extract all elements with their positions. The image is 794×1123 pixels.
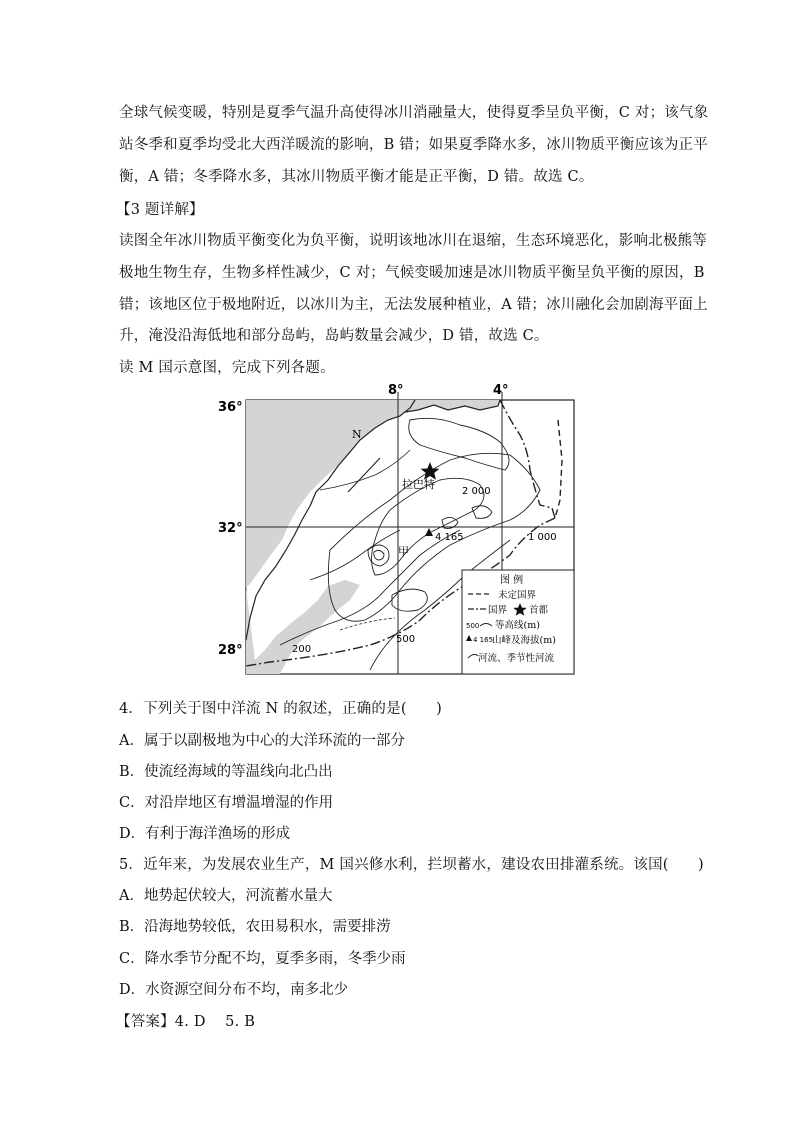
lon-label-4: 4° xyxy=(493,383,509,398)
q4-option-d: D．有利于海洋渔场的形成 xyxy=(119,826,291,842)
paragraph-1-line-1: 全球气候变暖，特别是夏季气温升高使得冰川消融量大，使得夏季呈负平衡，C 对；该气象 xyxy=(119,105,709,121)
q4-option-b: B．使流经海域的等温线向北凸出 xyxy=(119,764,333,780)
paragraph-2-line-2: 极地生物生存，生物多样性减少，C 对；气候变暖加速是冰川物质平衡呈负平衡的原因，B xyxy=(119,265,705,281)
q5-option-b: B．沿海地势较低，农田易积水，需要排涝 xyxy=(119,919,391,935)
paragraph-1-line-3: 衡，A 错；冬季降水多，其冰川物质平衡才能是正平衡，D 错。故选 C。 xyxy=(119,169,594,185)
legend-item-river: 河流、季节性河流 xyxy=(478,653,555,664)
country-map xyxy=(210,380,590,680)
lat-label-28: 28° xyxy=(218,643,243,658)
contour-label-500: 500 xyxy=(396,634,416,645)
current-n-label: N xyxy=(352,428,362,441)
answer-line: 【答案】4. D 5. B xyxy=(116,1014,256,1030)
q5-stem: 5．近年来，为发展农业生产，M 国兴修水利，拦坝蓄水，建设农田排灌系统。该国( ) xyxy=(119,857,704,873)
paragraph-2-line-4: 升，淹没沿海低地和部分岛屿，岛屿数量会减少，D 错，故选 C。 xyxy=(119,328,549,344)
q4-option-c: C．对沿岸地区有增温增湿的作用 xyxy=(119,795,334,811)
legend-item-capital: 首都 xyxy=(529,605,549,616)
paragraph-2-line-3: 错；该地区位于极地附近，以冰川为主，无法发展种植业，A 错；冰川融化会加剧海平面上 xyxy=(119,297,708,313)
legend-item-border: 国界 xyxy=(488,605,508,616)
q3-explanation-header: 【3 题详解】 xyxy=(116,202,204,218)
q5-option-d: D．水资源空间分布不均，南多北少 xyxy=(119,982,349,998)
map-intro: 读 M 国示意图，完成下列各题。 xyxy=(119,360,335,376)
contour-label-1000: 1 000 xyxy=(528,532,557,543)
capital-label: 拉巴特 xyxy=(402,478,435,491)
paragraph-2-line-1: 读图全年冰川物质平衡变化为负平衡，说明该地冰川在退缩，生态环境恶化，影响北极熊等 xyxy=(119,233,707,249)
peak-label: 4 165 xyxy=(435,532,464,543)
legend-item-peak: 山峰及海拔(m) xyxy=(492,635,556,646)
contour-label-200: 200 xyxy=(292,644,312,655)
q5-option-c: C．降水季节分配不均，夏季多雨，冬季少雨 xyxy=(119,951,406,967)
legend-item-contour: 等高线(m) xyxy=(495,620,540,631)
place-label-jia: 甲 xyxy=(398,545,409,558)
contour-label-2000: 2 000 xyxy=(462,486,491,497)
legend-item-undetermined: 未定国界 xyxy=(498,590,537,601)
legend-peak-example: 4 165 xyxy=(473,636,494,644)
q4-stem: 4．下列关于图中洋流 N 的叙述，正确的是( ) xyxy=(119,701,442,717)
map-legend xyxy=(462,570,574,674)
legend-contour-example: 500 xyxy=(466,622,480,630)
lat-label-32: 32° xyxy=(218,521,243,536)
lon-label-8: 8° xyxy=(388,383,404,398)
paragraph-1-line-2: 站冬季和夏季均受北大西洋暖流的影响，B 错；如果夏季降水多，冰川物质平衡应该为正平 xyxy=(119,137,708,153)
lat-label-36: 36° xyxy=(218,400,243,415)
q4-option-a: A．属于以副极地为中心的大洋环流的一部分 xyxy=(119,733,405,749)
legend-title: 图 例 xyxy=(500,575,524,586)
q5-option-a: A．地势起伏较大，河流蓄水量大 xyxy=(119,888,333,904)
